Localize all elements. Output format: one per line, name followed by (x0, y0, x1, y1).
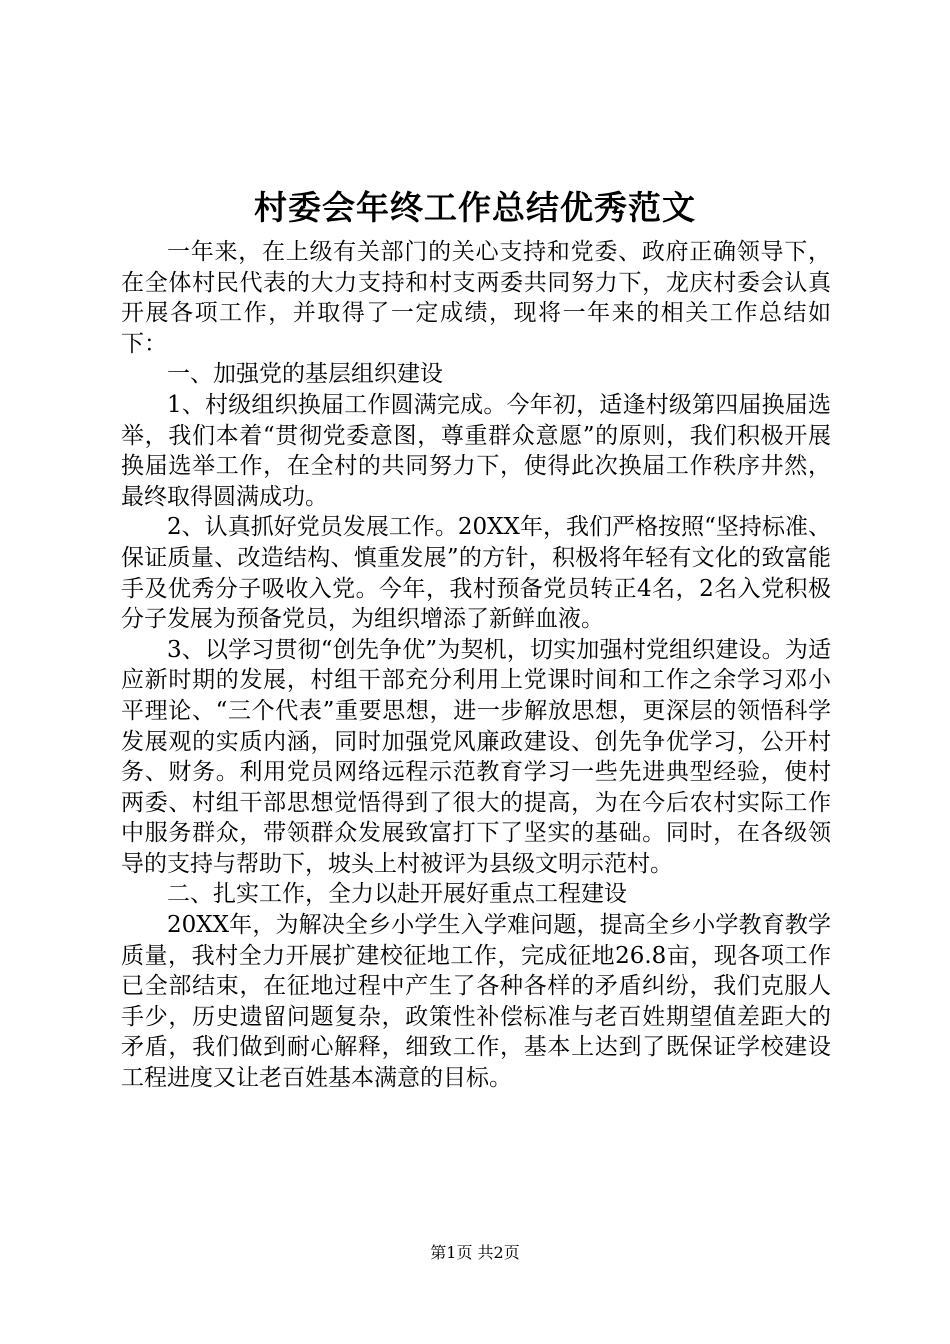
section-heading-1: 一、加强党的基层组织建设 (167, 361, 443, 388)
section-heading-2: 二、扎实工作，全力以赴开展好重点工程建设 (167, 881, 627, 908)
intro-paragraph: 一年来，在上级有关部门的关心支持和党委、政府正确领导下，在全体村民代表的大力支持和村支两委共同努力下，龙庆村委会认真开展各项工作，并取得了一定成绩，现将一年来的相关工作总结如下： (121, 239, 831, 357)
paragraph-item-2: 2、认真抓好党员发展工作。20XX年，我们严格按照“坚持标准、保证质量、改造结构、慎重发展”的方针，积极将年轻有文化的致富能手及优秀分子吸收入党。今年，我村预备党员转正4名，2名入党积极分子发展为预备党员，为组织增添了新鲜血液。 (121, 514, 831, 633)
document-title: 村委会年终工作总结优秀范文 (254, 188, 696, 227)
paragraph-item-1: 1、村级组织换届工作圆满完成。今年初，适逢村级第四届换届选举，我们本着“贯彻党委意图，尊重群众意愿”的原则，我们积极开展换届选举工作，在全村的共同努力下，使得此次换届工作秩序井然，最终取得圆满成功。 (121, 391, 831, 510)
document-body (121, 237, 831, 1094)
paragraph-item-3: 3、以学习贯彻“创先争优”为契机，切实加强村党组织建设。为适应新时期的发展，村组干部充分利用上党课时间和工作之余学习邓小平理论、“三个代表”重要思想，进一步解放思想，更深层的领悟科学发展观的实质内涵，同时加强党风廉政建设、创先争优学习，公开村务、财务。利用党员网络远程示范教育学习一些先进典型经验，使村两委、村组干部思想觉悟得到了很大的提高，为在今后农村实际工作中服务群众，带领群众发展致富打下了坚实的基础。同时，在各级领导的支持与帮助下，坡头上村被评为县级文明示范村。 (121, 636, 831, 877)
paragraph-construction: 20XX年，为解决全乡小学生入学难问题，提高全乡小学教育教学质量，我村全力开展扩建校征地工作，完成征地26.8亩，现各项工作已全部结束，在征地过程中产生了各种各样的矛盾纠纷，我们克服人手少，历史遗留问题复杂，政策性补偿标准与老百姓期望值差距大的矛盾，我们做到耐心解释，细致工作，基本上达到了既保证学校建设工程进度又让老百姓基本满意的目标。 (121, 912, 831, 1092)
page-footer: 第1页 共2页 (430, 1243, 520, 1262)
